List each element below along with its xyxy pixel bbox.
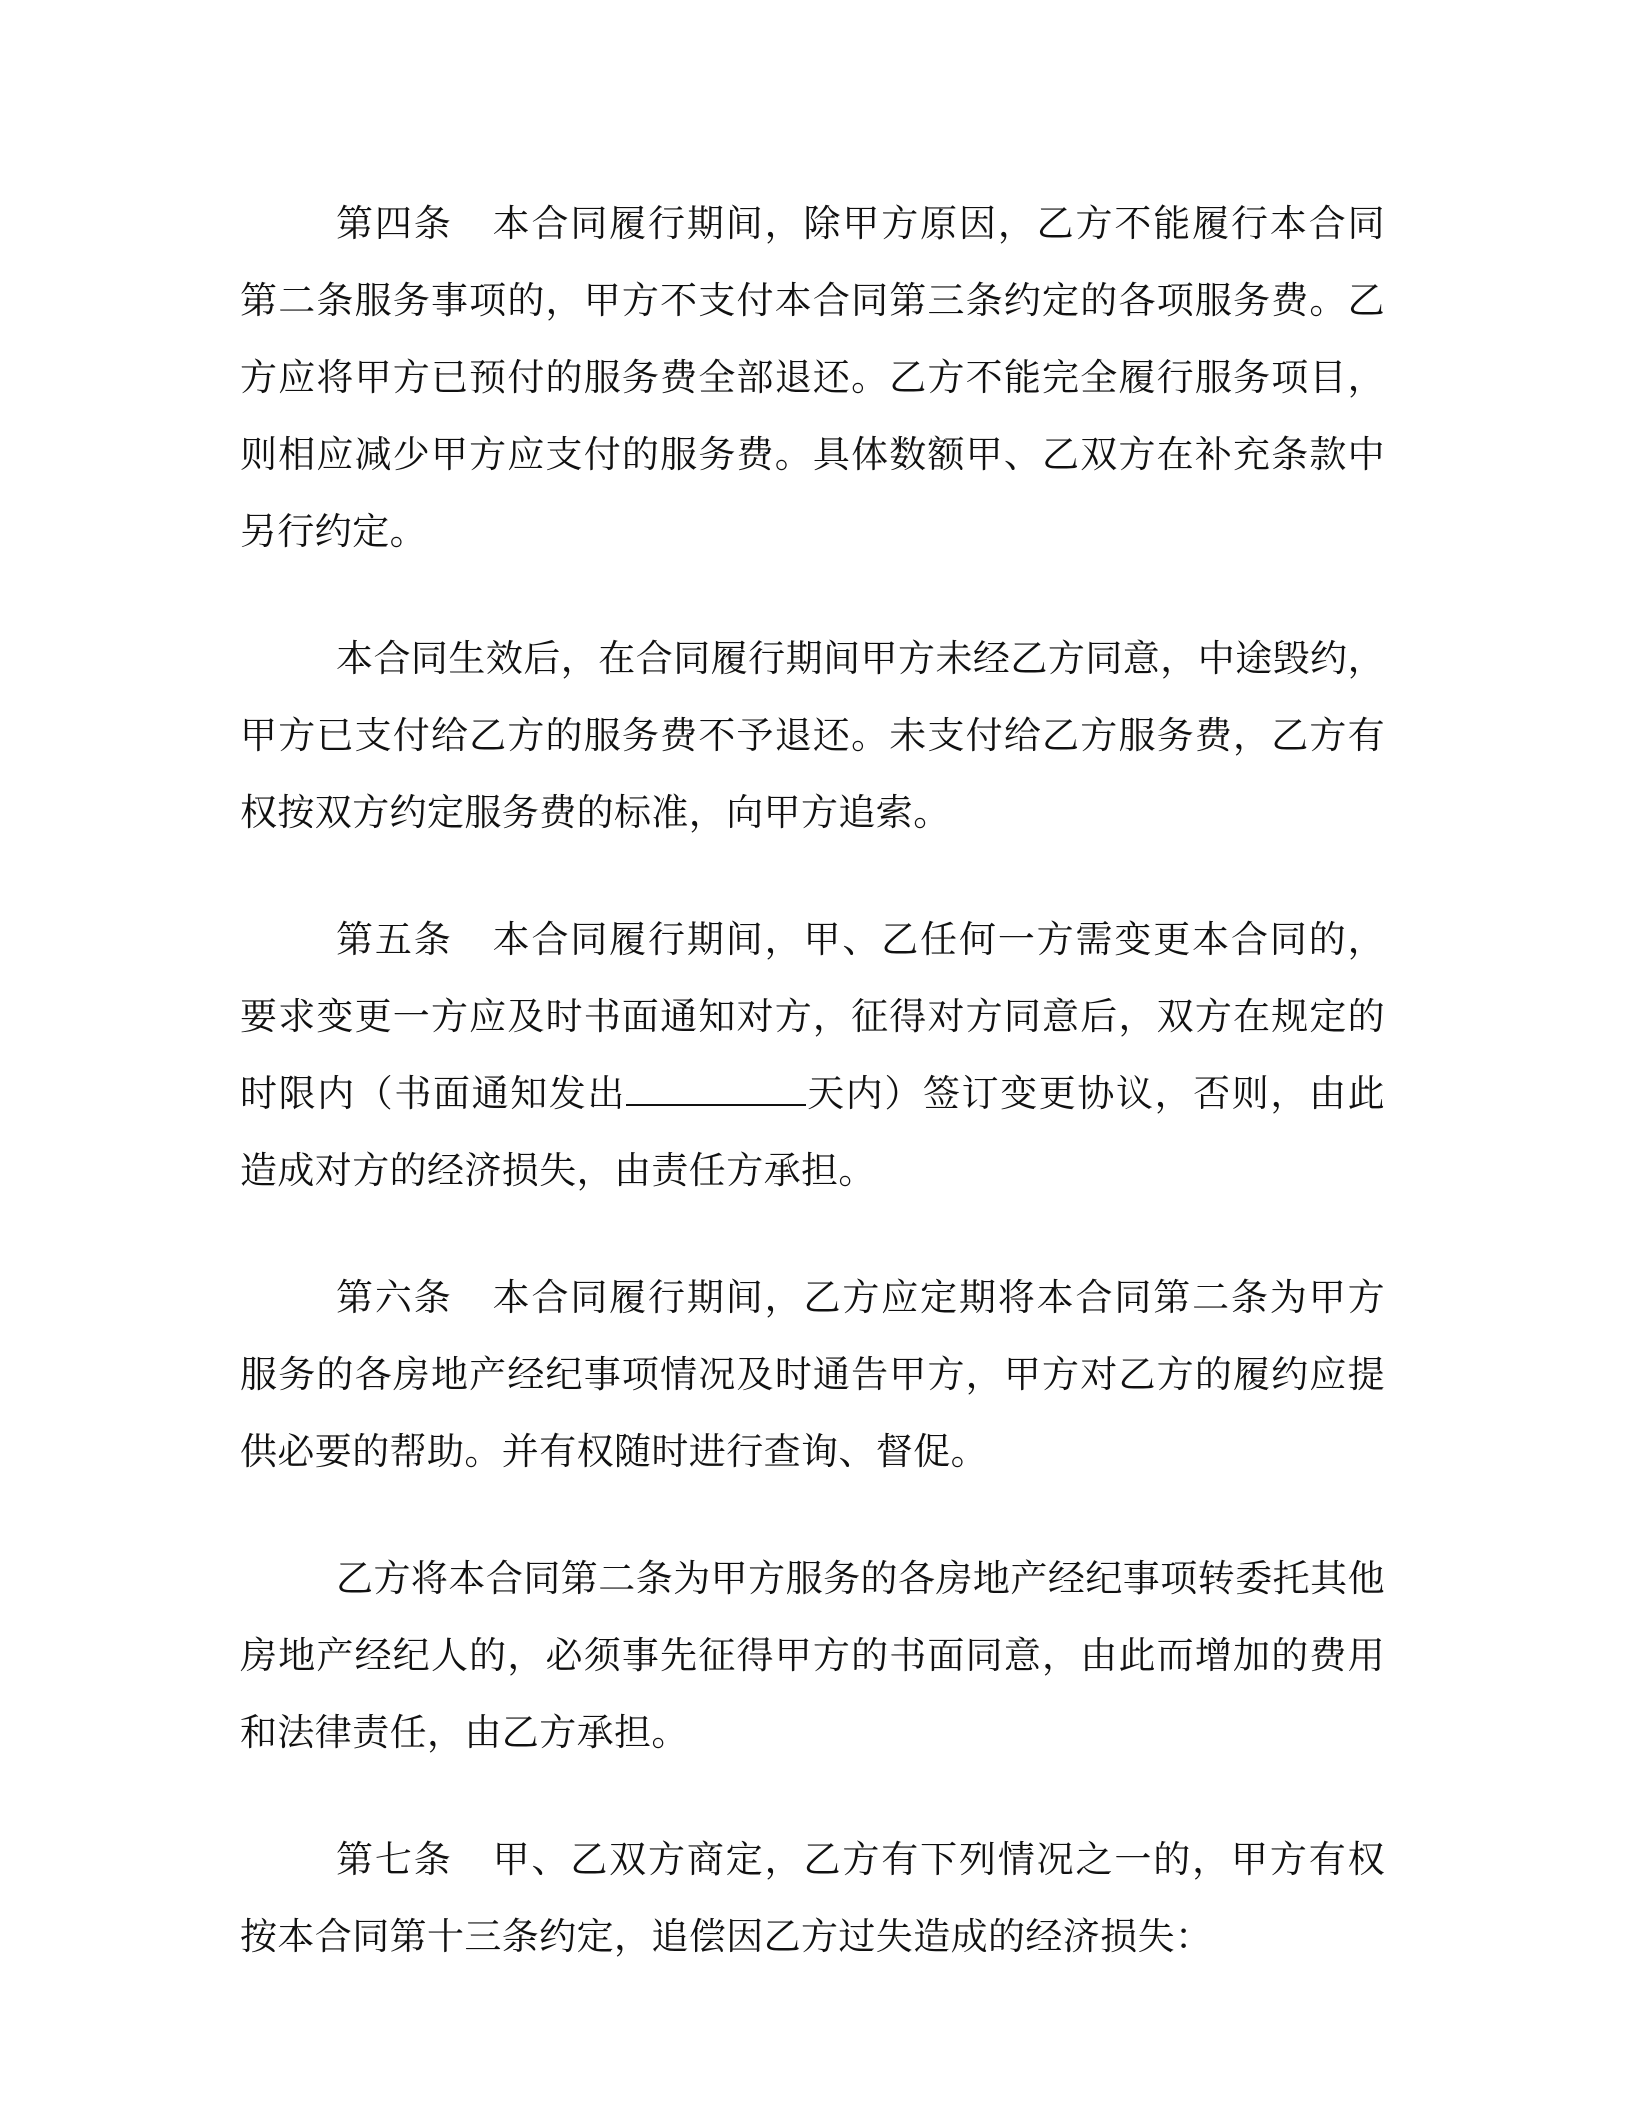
article-5-text-after-blank: 天内）签订变更协议，否则，由此造成对方的经济损失，由责任方承担。 <box>240 1072 1385 1192</box>
article-6-continuation-text: 乙方将本合同第二条为甲方服务的各房地产经纪事项转委托其他房地产经纪人的，必须事先征得甲方的书面同意，由此而增加的费用和法律责任，由乙方承担。 <box>240 1557 1385 1754</box>
article-4-paragraph <box>240 185 1385 570</box>
article-7-label: 第七条 <box>336 1838 453 1881</box>
article-5-label: 第五条 <box>336 918 453 961</box>
article-6-paragraph <box>240 1259 1385 1490</box>
article-6-text: 本合同履行期间，乙方应定期将本合同第二条为甲方服务的各房地产经纪事项情况及时通告甲方，甲方对乙方的履约应提供必要的帮助。并有权随时进行查询、督促。 <box>240 1276 1385 1473</box>
article-6-label: 第六条 <box>336 1276 453 1319</box>
article-4-continuation-text: 本合同生效后，在合同履行期间甲方未经乙方同意，中途毁约，甲方已支付给乙方的服务费不予退还。未支付给乙方服务费，乙方有权按双方约定服务费的标准，向甲方追索。 <box>240 637 1385 834</box>
document-body <box>240 185 1385 2025</box>
article-5-text-before-blank: 本合同履行期间，甲、乙任何一方需变更本合同的，要求变更一方应及时书面通知对方，征得对方同意后，双方在规定的时限内（书面通知发出 <box>240 918 1385 1115</box>
article-6-continuation-paragraph <box>240 1540 1385 1771</box>
article-7-paragraph <box>240 1821 1385 1975</box>
days-fill-in-blank <box>626 1076 806 1106</box>
article-4-text: 本合同履行期间，除甲方原因，乙方不能履行本合同第二条服务事项的，甲方不支付本合同第三条约定的各项服务费。乙方应将甲方已预付的服务费全部退还。乙方不能完全履行服务项目，则相应减少甲方应支付的服务费。具体数额甲、乙双方在补充条款中另行约定。 <box>240 202 1385 553</box>
article-4-label: 第四条 <box>336 202 453 245</box>
article-7-text: 甲、乙双方商定，乙方有下列情况之一的，甲方有权按本合同第十三条约定，追偿因乙方过失造成的经济损失： <box>240 1838 1385 1958</box>
article-5-paragraph <box>240 901 1385 1209</box>
article-4-continuation-paragraph <box>240 620 1385 851</box>
